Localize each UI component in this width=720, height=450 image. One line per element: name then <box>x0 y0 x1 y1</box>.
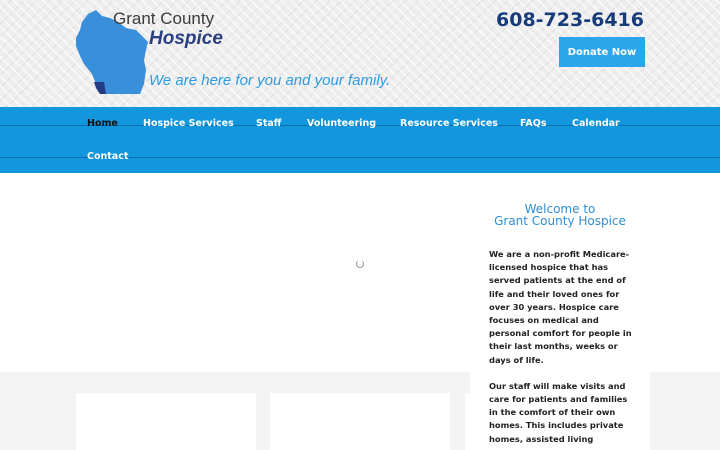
nav-item-resource-services[interactable]: Resource Services <box>400 118 498 129</box>
welcome-paragraph: Our staff will make visits and care for patients and families in the comfort of their own homes. This includes private homes, assisted living <box>489 380 628 444</box>
nav-item-faqs[interactable]: FAQs <box>520 118 547 129</box>
loading-spinner-icon <box>356 260 364 268</box>
site-header <box>0 0 720 107</box>
welcome-paragraph: We are a non-profit Medicare-licensed hospice that has served patients at the end of life and their loved ones for over 30 years. Hospice care focuses on medical and personal comfort for people in their last months, weeks or days of life. <box>489 249 632 365</box>
welcome-heading <box>470 203 650 227</box>
tagline: We are here for you and your family. <box>149 72 391 89</box>
welcome-line1: Welcome to <box>524 202 596 216</box>
feature-card[interactable] <box>270 393 450 450</box>
nav-item-volunteering[interactable]: Volunteering <box>307 118 377 129</box>
nav-item-home[interactable]: Home <box>87 118 118 129</box>
image-slider[interactable] <box>0 173 470 373</box>
welcome-body <box>489 248 634 450</box>
nav-item-calendar[interactable]: Calendar <box>572 118 620 129</box>
logo-text-hospice: Hospice <box>149 28 223 49</box>
main-nav <box>0 107 720 173</box>
nav-item-contact[interactable]: Contact <box>87 151 129 162</box>
welcome-line2: Grant County Hospice <box>494 214 626 228</box>
logo-text-grant-county: Grant County <box>113 9 215 28</box>
donate-button[interactable]: Donate Now <box>559 37 645 67</box>
nav-item-staff[interactable]: Staff <box>256 118 282 129</box>
nav-item-hospice-services[interactable]: Hospice Services <box>143 118 234 129</box>
feature-card[interactable] <box>76 393 256 450</box>
phone-number[interactable]: 608-723-6416 <box>496 9 644 31</box>
